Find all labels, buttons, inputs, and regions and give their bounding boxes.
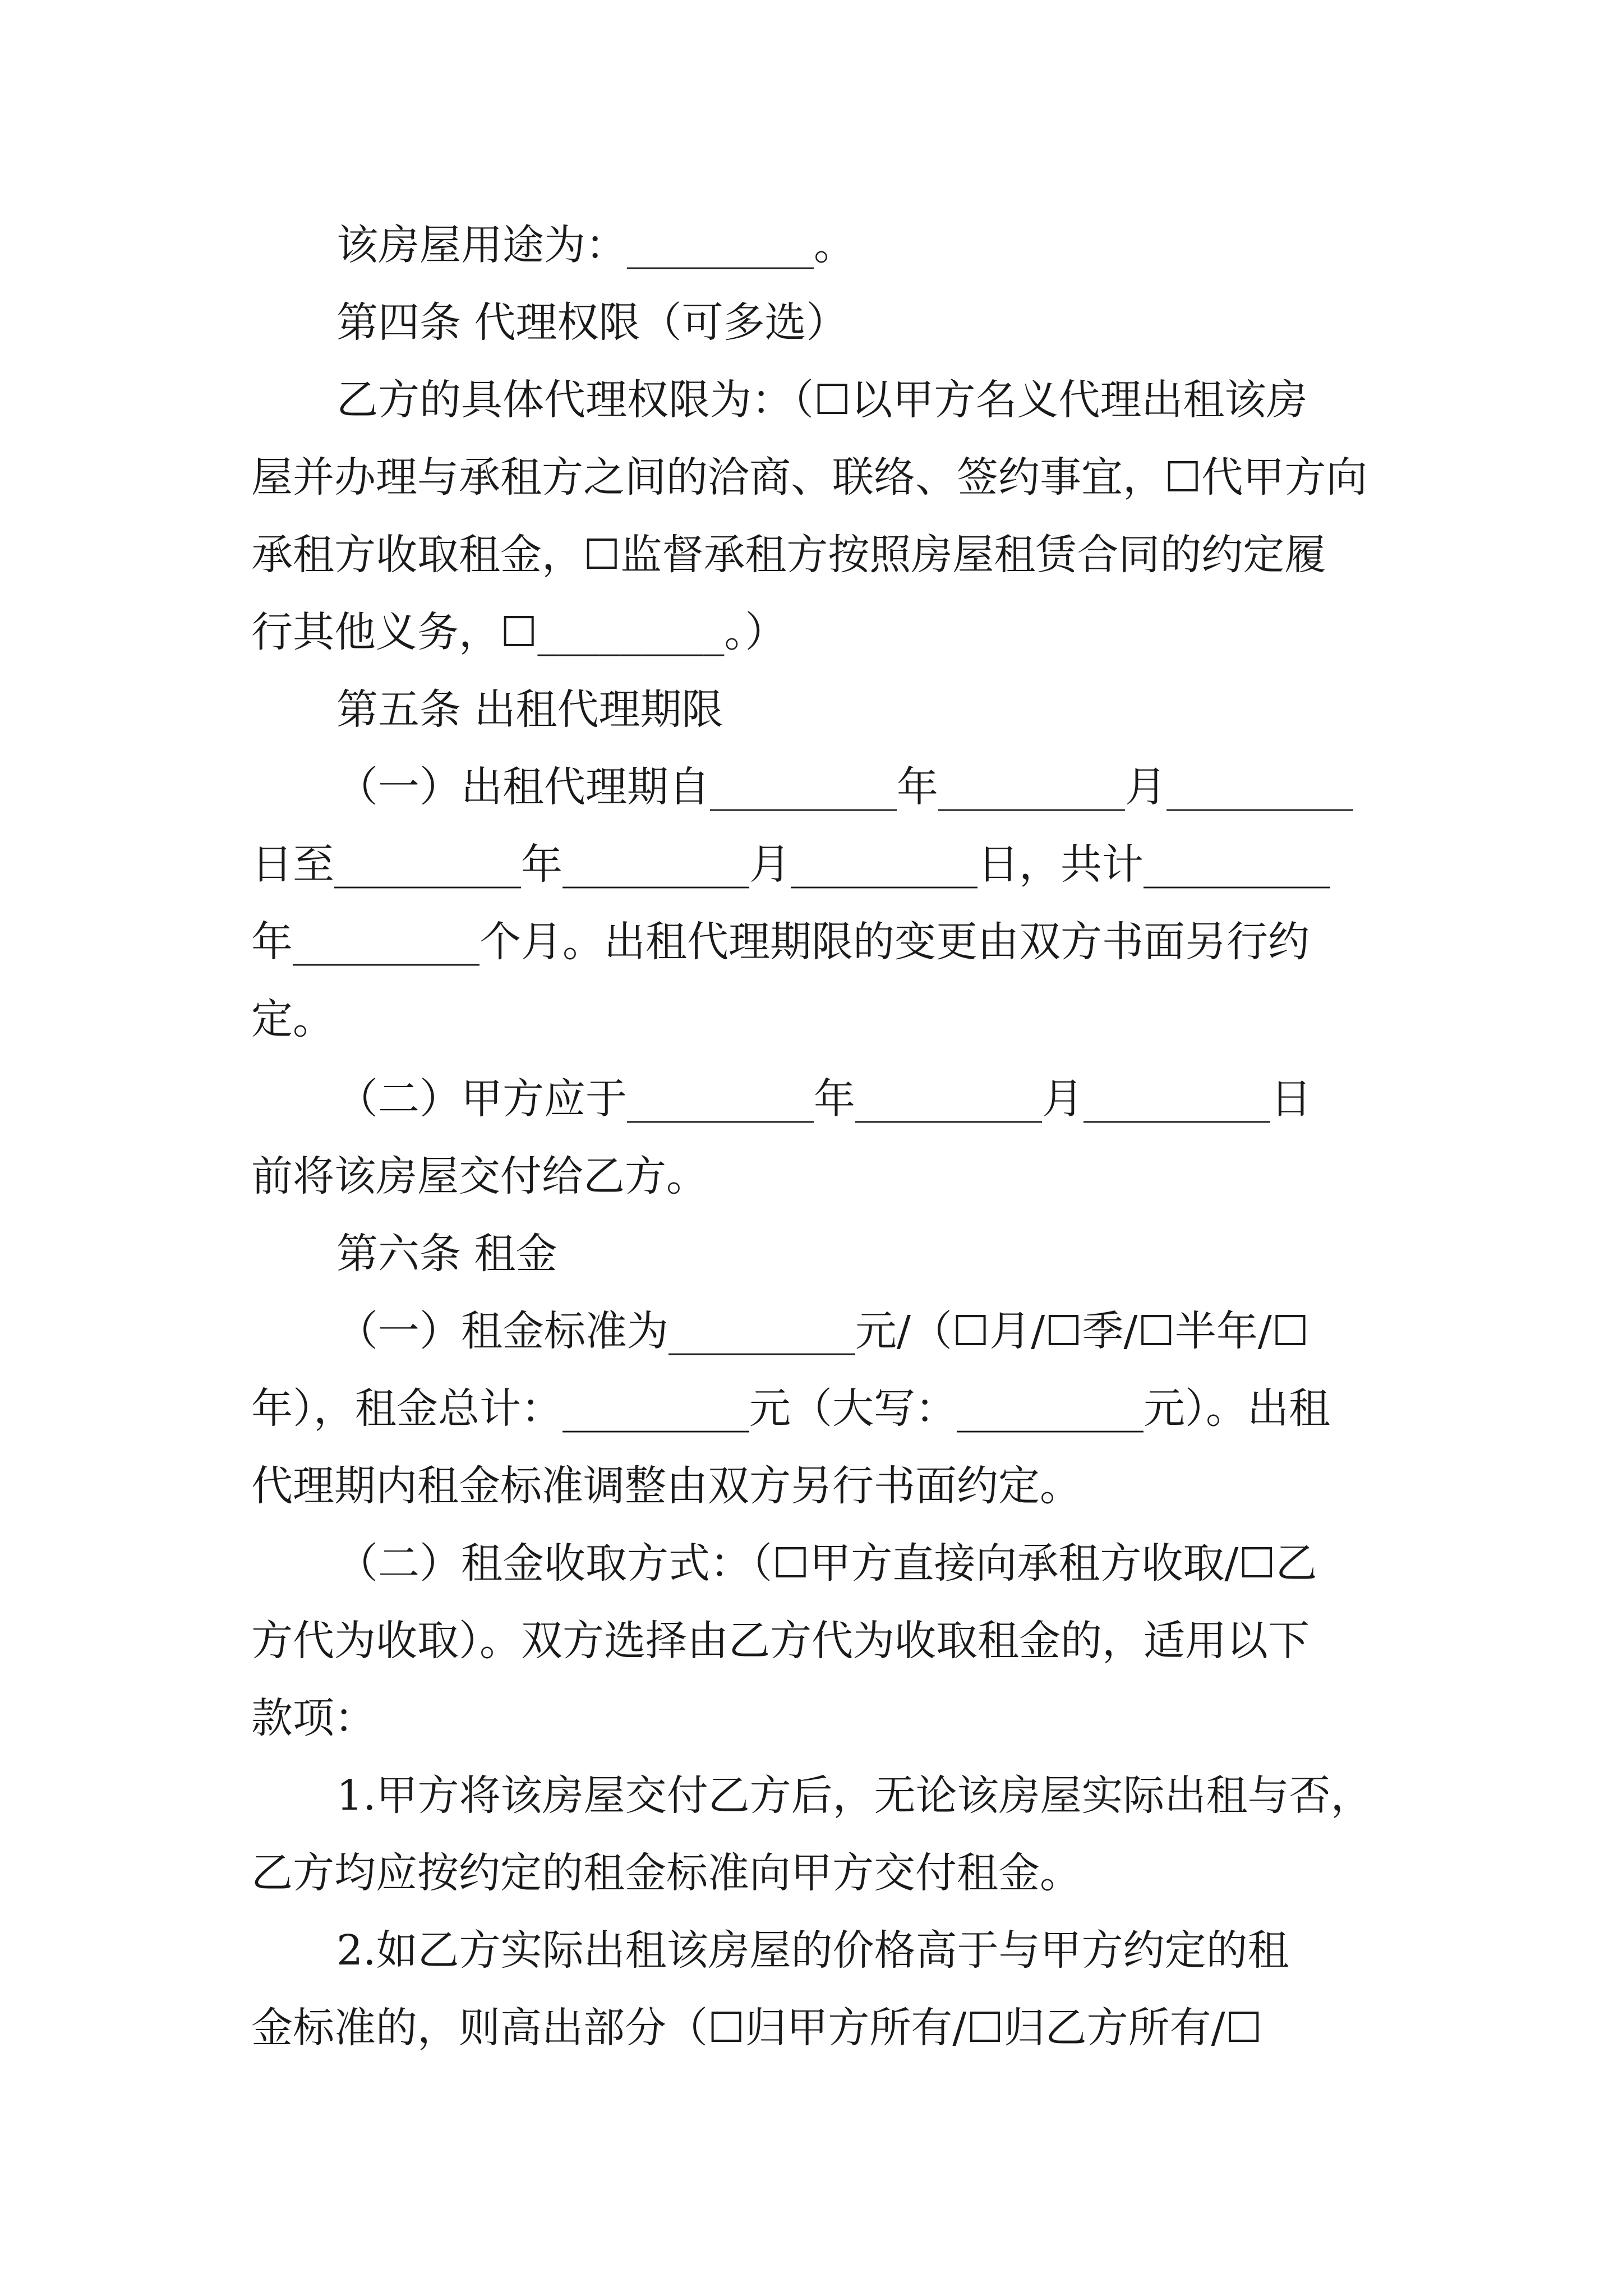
text-line bbox=[251, 1455, 1390, 1517]
text-line bbox=[336, 756, 1391, 818]
line-text: 第六条 租金 bbox=[336, 1230, 557, 1278]
text-line bbox=[336, 369, 1391, 431]
text-line bbox=[336, 1533, 1391, 1594]
text-line bbox=[251, 1687, 1390, 1749]
text-line bbox=[251, 988, 1390, 1050]
line-text: 年_________个月。出租代理期限的变更由双方书面另行约 bbox=[251, 918, 1310, 966]
text-line bbox=[336, 1765, 1391, 1826]
text-line bbox=[251, 911, 1390, 973]
line-text: 乙方均应按约定的租金标准向甲方交付租金。 bbox=[251, 1849, 1081, 1897]
line-text: 前将该房屋交付给乙方。 bbox=[251, 1152, 708, 1200]
line-text: 款项： bbox=[251, 1694, 376, 1742]
text-line bbox=[251, 1610, 1390, 1672]
text-line bbox=[251, 1378, 1390, 1439]
article-heading bbox=[336, 1223, 1424, 1285]
text-line bbox=[251, 524, 1390, 586]
article-heading bbox=[336, 679, 1424, 740]
text-line bbox=[251, 601, 1390, 663]
article-heading bbox=[336, 292, 1424, 353]
line-text: （二）甲方应于_________年_________月_________日 bbox=[336, 1075, 1312, 1123]
line-text: 方代为收取）。双方选择由乙方代为收取租金的，适用以下 bbox=[251, 1617, 1310, 1665]
line-text: 承租方收取租金，☐监督承租方按照房屋租赁合同的约定履 bbox=[251, 531, 1326, 579]
text-line bbox=[336, 1300, 1391, 1362]
text-line bbox=[251, 1145, 1390, 1207]
line-text: （二）租金收取方式：（☐甲方直接向承租方收取/☐乙 bbox=[336, 1539, 1317, 1588]
line-text: 乙方的具体代理权限为：（☐以甲方名义代理出租该房 bbox=[336, 376, 1308, 424]
line-text: 1.甲方将该房屋交付乙方后，无论该房屋实际出租与否， bbox=[336, 1772, 1372, 1820]
line-text: 定。 bbox=[251, 995, 334, 1043]
line-text: 代理期内租金标准调整由双方另行书面约定。 bbox=[251, 1462, 1081, 1510]
text-line bbox=[251, 1997, 1390, 2059]
line-text: 金标准的，则高出部分（☐归甲方所有/☐归乙方所有/☐ bbox=[251, 2004, 1262, 2052]
text-line bbox=[251, 834, 1390, 895]
line-text: 该房屋用途为：_________。 bbox=[336, 221, 855, 269]
text-line bbox=[336, 1920, 1391, 1981]
line-text: 日至_________年_________月_________日，共计_________ bbox=[251, 840, 1330, 889]
text-line bbox=[251, 1842, 1390, 1904]
line-text: 年），租金总计：_________元（大写：_________元）。出租 bbox=[251, 1384, 1330, 1433]
text-line bbox=[336, 1068, 1391, 1130]
line-text: 第五条 出租代理期限 bbox=[336, 685, 723, 734]
line-text: （一）租金标准为_________元/（☐月/☐季/☐半年/☐ bbox=[336, 1307, 1310, 1355]
line-text: （一）出租代理期自_________年_________月_________ bbox=[336, 763, 1353, 811]
line-text: 2.如乙方实际出租该房屋的价格高于与甲方约定的租 bbox=[336, 1926, 1289, 1975]
line-text: 屋并办理与承租方之间的洽商、联络、签约事宜，☐代甲方向 bbox=[251, 453, 1368, 501]
line-text: 行其他义务，☐_________。） bbox=[251, 608, 787, 656]
text-line bbox=[336, 214, 1424, 276]
text-line bbox=[251, 447, 1390, 508]
line-text: 第四条 代理权限（可多选） bbox=[336, 298, 848, 347]
